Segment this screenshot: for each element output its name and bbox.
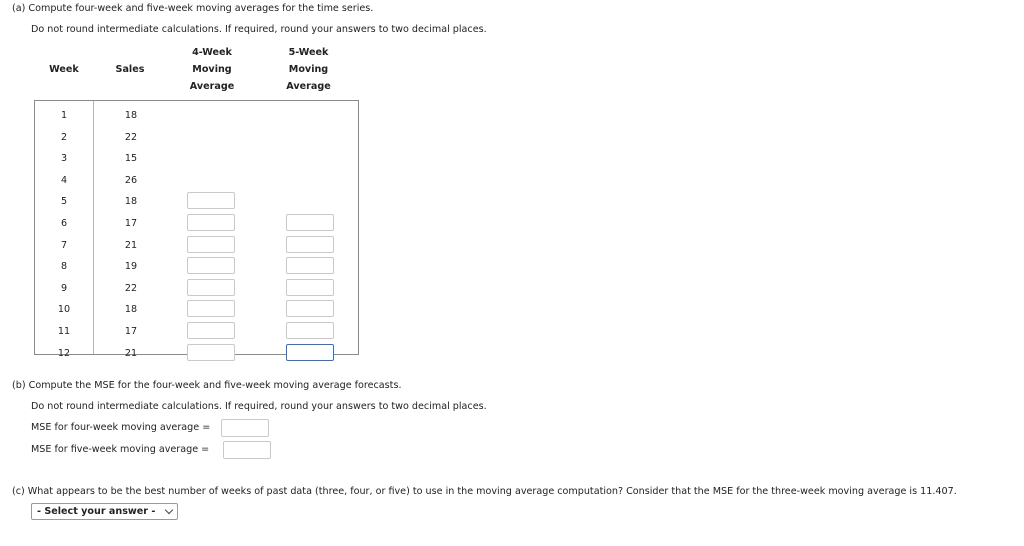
mse4-label: MSE for four-week moving average = xyxy=(31,422,211,433)
ma4-input[interactable] xyxy=(187,214,235,231)
table-row xyxy=(35,235,358,257)
ma4-input[interactable] xyxy=(187,257,235,274)
moving-average-table xyxy=(34,44,359,359)
ma4-input[interactable] xyxy=(187,322,235,339)
week-cell: 10 xyxy=(57,304,71,316)
part-c-question: (c) What appears to be the best number of weeks of past data (three, four, or five) to use in the moving average computation? Consider that the MSE for the three-week moving average is 11.407. xyxy=(12,486,957,497)
sales-cell: 22 xyxy=(124,282,138,294)
ma4-header-line3: Average xyxy=(189,81,235,92)
week-cell: 4 xyxy=(60,174,68,186)
ma4-header-line1: 4-Week xyxy=(192,47,232,58)
week-cell: 11 xyxy=(57,326,71,337)
table-row xyxy=(35,213,358,235)
ma5-header-line1: 5-Week xyxy=(288,47,329,58)
table-row xyxy=(35,256,358,278)
sales-cell: 17 xyxy=(124,218,138,229)
ma4-header-line2: Moving xyxy=(192,64,232,75)
sales-header: Sales xyxy=(115,64,145,75)
table-row xyxy=(35,127,358,149)
week-cell: 2 xyxy=(60,131,68,143)
sales-cell: 19 xyxy=(124,261,138,273)
sales-cell: 17 xyxy=(124,326,138,337)
week-header: Week xyxy=(49,64,79,75)
table-row xyxy=(35,343,358,365)
chevron-down-icon xyxy=(165,506,173,514)
best-weeks-select[interactable] xyxy=(31,503,178,520)
ma5-input[interactable] xyxy=(286,300,334,317)
ma5-input[interactable] xyxy=(286,257,334,274)
sales-cell: 18 xyxy=(124,110,138,121)
ma5-input[interactable] xyxy=(286,279,334,296)
ma4-input[interactable] xyxy=(187,236,235,253)
ma5-input[interactable] xyxy=(286,322,334,339)
week-cell: 1 xyxy=(60,110,68,121)
ma5-input[interactable] xyxy=(286,344,334,361)
table-row xyxy=(35,321,358,343)
week-cell: 6 xyxy=(60,218,68,229)
mse5-label: MSE for five-week moving average = xyxy=(31,444,210,455)
select-value: - Select your answer - xyxy=(37,506,156,517)
week-cell: 9 xyxy=(60,282,68,294)
sales-cell: 21 xyxy=(124,347,138,359)
ma5-input[interactable] xyxy=(286,214,334,231)
ma5-header-line2: Moving xyxy=(288,64,329,75)
week-cell: 12 xyxy=(57,347,71,359)
ma4-input[interactable] xyxy=(187,192,235,209)
week-cell: 3 xyxy=(60,153,68,165)
ma4-input[interactable] xyxy=(187,300,235,317)
ma4-input[interactable] xyxy=(187,344,235,361)
part-b-instruction: Do not round intermediate calculations. If required, round your answers to two decimal places. xyxy=(31,401,487,412)
ma4-input[interactable] xyxy=(187,279,235,296)
mse5-input[interactable] xyxy=(223,441,271,459)
sales-cell: 21 xyxy=(124,239,138,251)
table-row xyxy=(35,191,358,213)
table-row xyxy=(35,299,358,321)
sales-cell: 26 xyxy=(124,174,138,186)
part-a-title: (a) Compute four-week and five-week moving averages for the time series. xyxy=(12,3,374,14)
week-cell: 7 xyxy=(60,239,68,251)
sales-cell: 22 xyxy=(124,131,138,143)
table-row xyxy=(35,278,358,300)
sales-cell: 18 xyxy=(124,196,138,208)
week-cell: 8 xyxy=(60,261,68,273)
table-row xyxy=(35,148,358,170)
table-row xyxy=(35,105,358,127)
ma5-header-line3: Average xyxy=(286,81,331,92)
sales-cell: 15 xyxy=(124,153,138,165)
table-row xyxy=(35,170,358,192)
table-body xyxy=(34,100,359,359)
part-b-title: (b) Compute the MSE for the four-week and five-week moving average forecasts. xyxy=(12,380,402,391)
part-a-instruction: Do not round intermediate calculations. If required, round your answers to two decimal places. xyxy=(31,24,487,35)
ma5-input[interactable] xyxy=(286,236,334,253)
week-cell: 5 xyxy=(60,196,68,208)
mse4-input[interactable] xyxy=(221,419,269,437)
sales-cell: 18 xyxy=(124,304,138,316)
